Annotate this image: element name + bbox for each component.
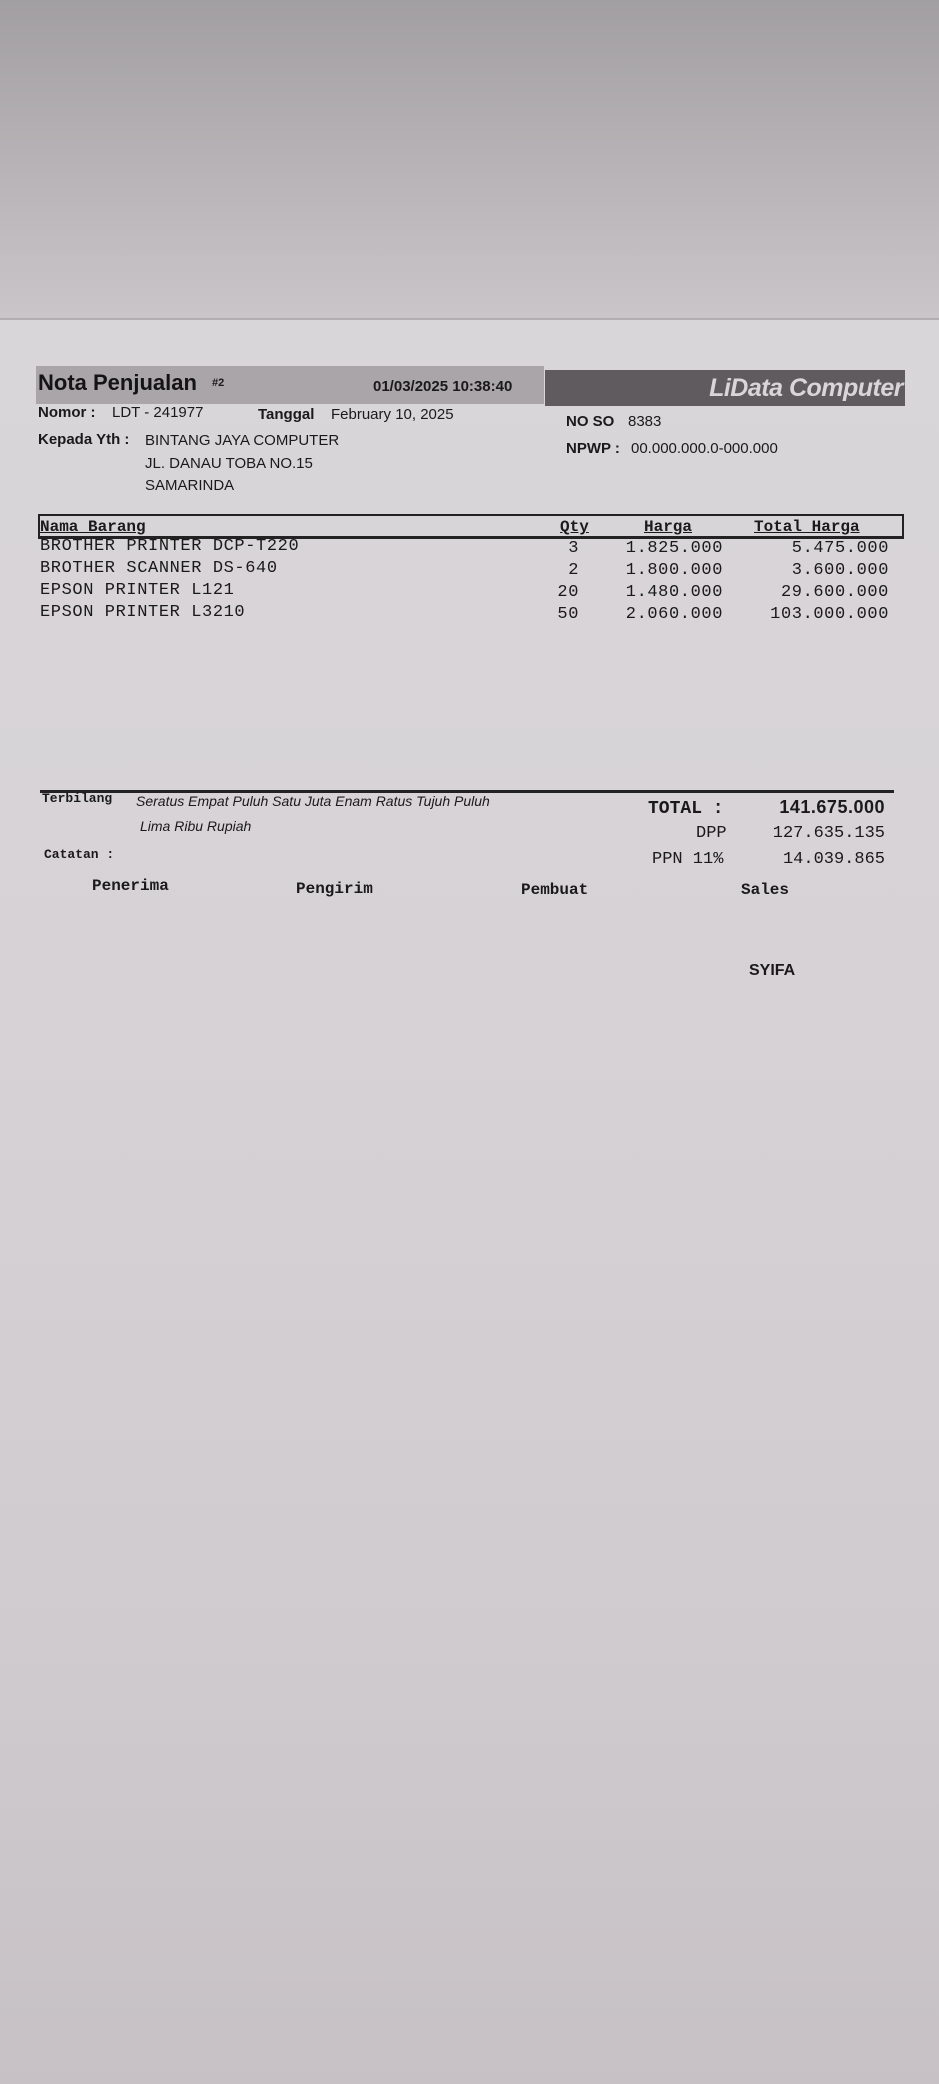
- copy-number: #2: [212, 377, 225, 389]
- terbilang-line-1: Seratus Empat Puluh Satu Juta Enam Ratus Tujuh Puluh: [136, 793, 490, 809]
- npwp-label: NPWP :: [566, 440, 620, 457]
- document-title: Nota Penjualan: [38, 370, 197, 395]
- dpp-label: DPP: [696, 824, 727, 843]
- terbilang-line-2: Lima Ribu Rupiah: [140, 818, 252, 834]
- col-harga: Harga: [644, 518, 693, 536]
- item-total: 5.475.000: [791, 539, 889, 558]
- nomor-value: LDT - 241977: [112, 404, 204, 421]
- item-price: 1.825.000: [625, 539, 723, 558]
- customer-city: SAMARINDA: [145, 477, 235, 494]
- customer-name: BINTANG JAYA COMPUTER: [145, 432, 340, 449]
- ppn-label: PPN 11%: [652, 850, 724, 869]
- kepada-label: Kepada Yth :: [38, 431, 130, 448]
- item-qty: 3: [568, 539, 579, 558]
- terbilang-label: Terbilang: [42, 791, 113, 806]
- item-qty: 2: [568, 561, 579, 580]
- item-price: 2.060.000: [625, 605, 723, 624]
- sig-pengirim: Pengirim: [296, 880, 373, 898]
- col-nama-barang: Nama Barang: [40, 518, 146, 536]
- total-label: TOTAL :: [648, 799, 724, 819]
- item-qty: 20: [557, 583, 579, 602]
- item-name: BROTHER PRINTER DCP-T220: [40, 537, 300, 556]
- catatan-label: Catatan :: [44, 847, 115, 862]
- sig-pembuat: Pembuat: [521, 881, 589, 899]
- ppn-value: 14.039.865: [782, 850, 885, 869]
- no-so-label: NO SO: [566, 413, 615, 430]
- nomor-label: Nomor :: [38, 404, 96, 421]
- tanggal-value: February 10, 2025: [331, 406, 454, 423]
- item-total: 29.600.000: [780, 583, 889, 602]
- item-qty: 50: [557, 605, 579, 624]
- col-total-harga: Total Harga: [754, 518, 860, 536]
- item-name: EPSON PRINTER L3210: [40, 603, 246, 622]
- sig-sales: Sales: [741, 881, 790, 899]
- item-name: BROTHER SCANNER DS-640: [40, 559, 278, 578]
- item-total: 103.000.000: [770, 605, 889, 624]
- sales-name: SYIFA: [749, 962, 796, 979]
- no-so-value: 8383: [628, 413, 662, 430]
- item-price: 1.480.000: [625, 583, 723, 602]
- brand-logo: LiData Computer: [709, 374, 903, 402]
- item-name: EPSON PRINTER L121: [40, 581, 235, 600]
- npwp-value: 00.000.000.0-000.000: [631, 440, 778, 457]
- col-qty: Qty: [560, 518, 589, 536]
- item-price: 1.800.000: [625, 561, 723, 580]
- tanggal-label: Tanggal: [258, 406, 315, 423]
- print-datetime: 01/03/2025 10:38:40: [373, 378, 513, 395]
- customer-address: JL. DANAU TOBA NO.15: [145, 455, 313, 472]
- dpp-value: 127.635.135: [772, 824, 885, 843]
- item-total: 3.600.000: [791, 561, 889, 580]
- total-value: 141.675.000: [779, 797, 885, 817]
- sig-penerima: Penerima: [92, 877, 169, 895]
